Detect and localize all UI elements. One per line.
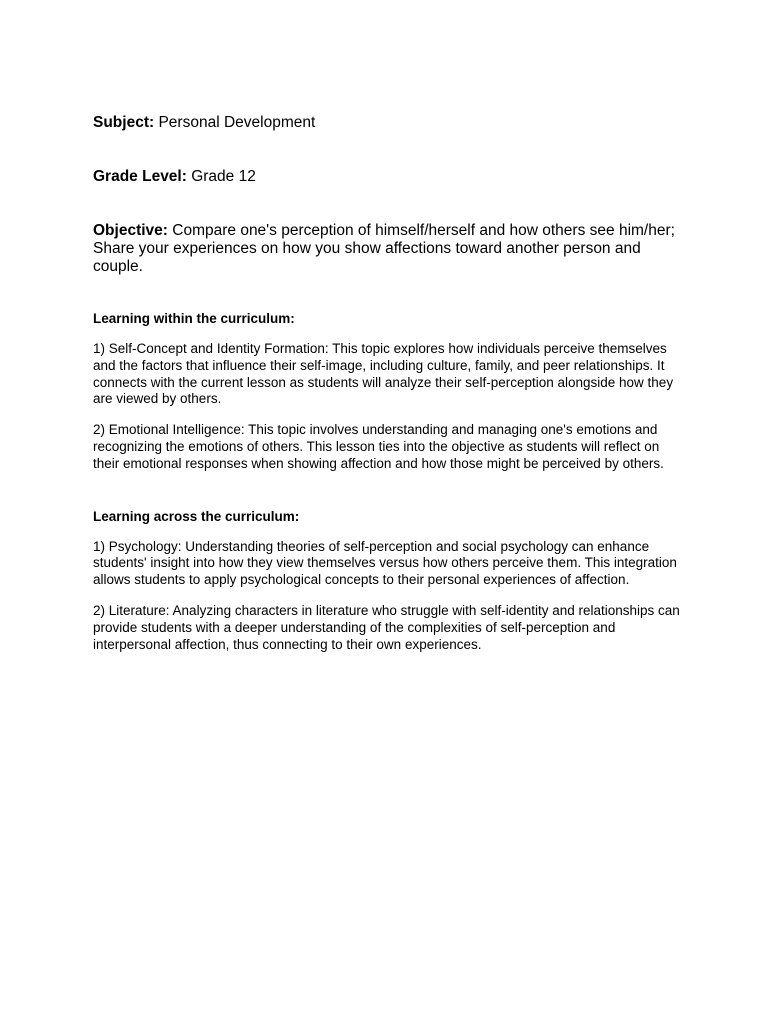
learning-within-item: 1) Self-Concept and Identity Formation: This topic explores how individuals perceive themselves and the factors that influence their self-image, including culture, family, and peer relationships. It connects with the current lesson as students will analyze their self-perception alongside how they are viewed by others. bbox=[93, 341, 674, 407]
objective-label: Objective: bbox=[93, 222, 168, 239]
learning-within-heading: Learning within the curriculum: bbox=[93, 311, 295, 326]
document-content bbox=[93, 114, 683, 653]
learning-across-item: 2) Literature: Analyzing characters in literature who struggle with self-identity and relationships can provide students with a deeper understanding of the complexities of self-perception and interpersonal affection, thus connecting to their own experiences. bbox=[93, 602, 680, 652]
subject-label: Subject: bbox=[93, 114, 155, 131]
learning-across-item: 1) Psychology: Understanding theories of self-perception and social psychology can enhance students' insight into how they view themselves versus how others perceive them. This integration allows students to apply psychological concepts to their personal experiences of affection. bbox=[93, 538, 677, 588]
learning-within-item: 2) Emotional Intelligence: This topic involves understanding and managing one's emotions and recognizing the emotions of others. This lesson ties into the objective as students will reflect on their emotional responses when showing affection and how those might be perceived by others. bbox=[93, 422, 664, 471]
subject-line bbox=[93, 114, 683, 132]
objective-line bbox=[93, 222, 683, 276]
subject-value: Personal Development bbox=[158, 114, 316, 131]
grade-level-value: Grade 12 bbox=[191, 168, 256, 185]
grade-level-label: Grade Level: bbox=[93, 168, 187, 185]
learning-across-heading: Learning across the curriculum: bbox=[93, 508, 300, 524]
objective-value: Compare one's perception of himself/herself and how others see him/her; Share your experiences on how you show affections toward another person and couple. bbox=[93, 222, 675, 275]
grade-level-line bbox=[93, 168, 683, 186]
